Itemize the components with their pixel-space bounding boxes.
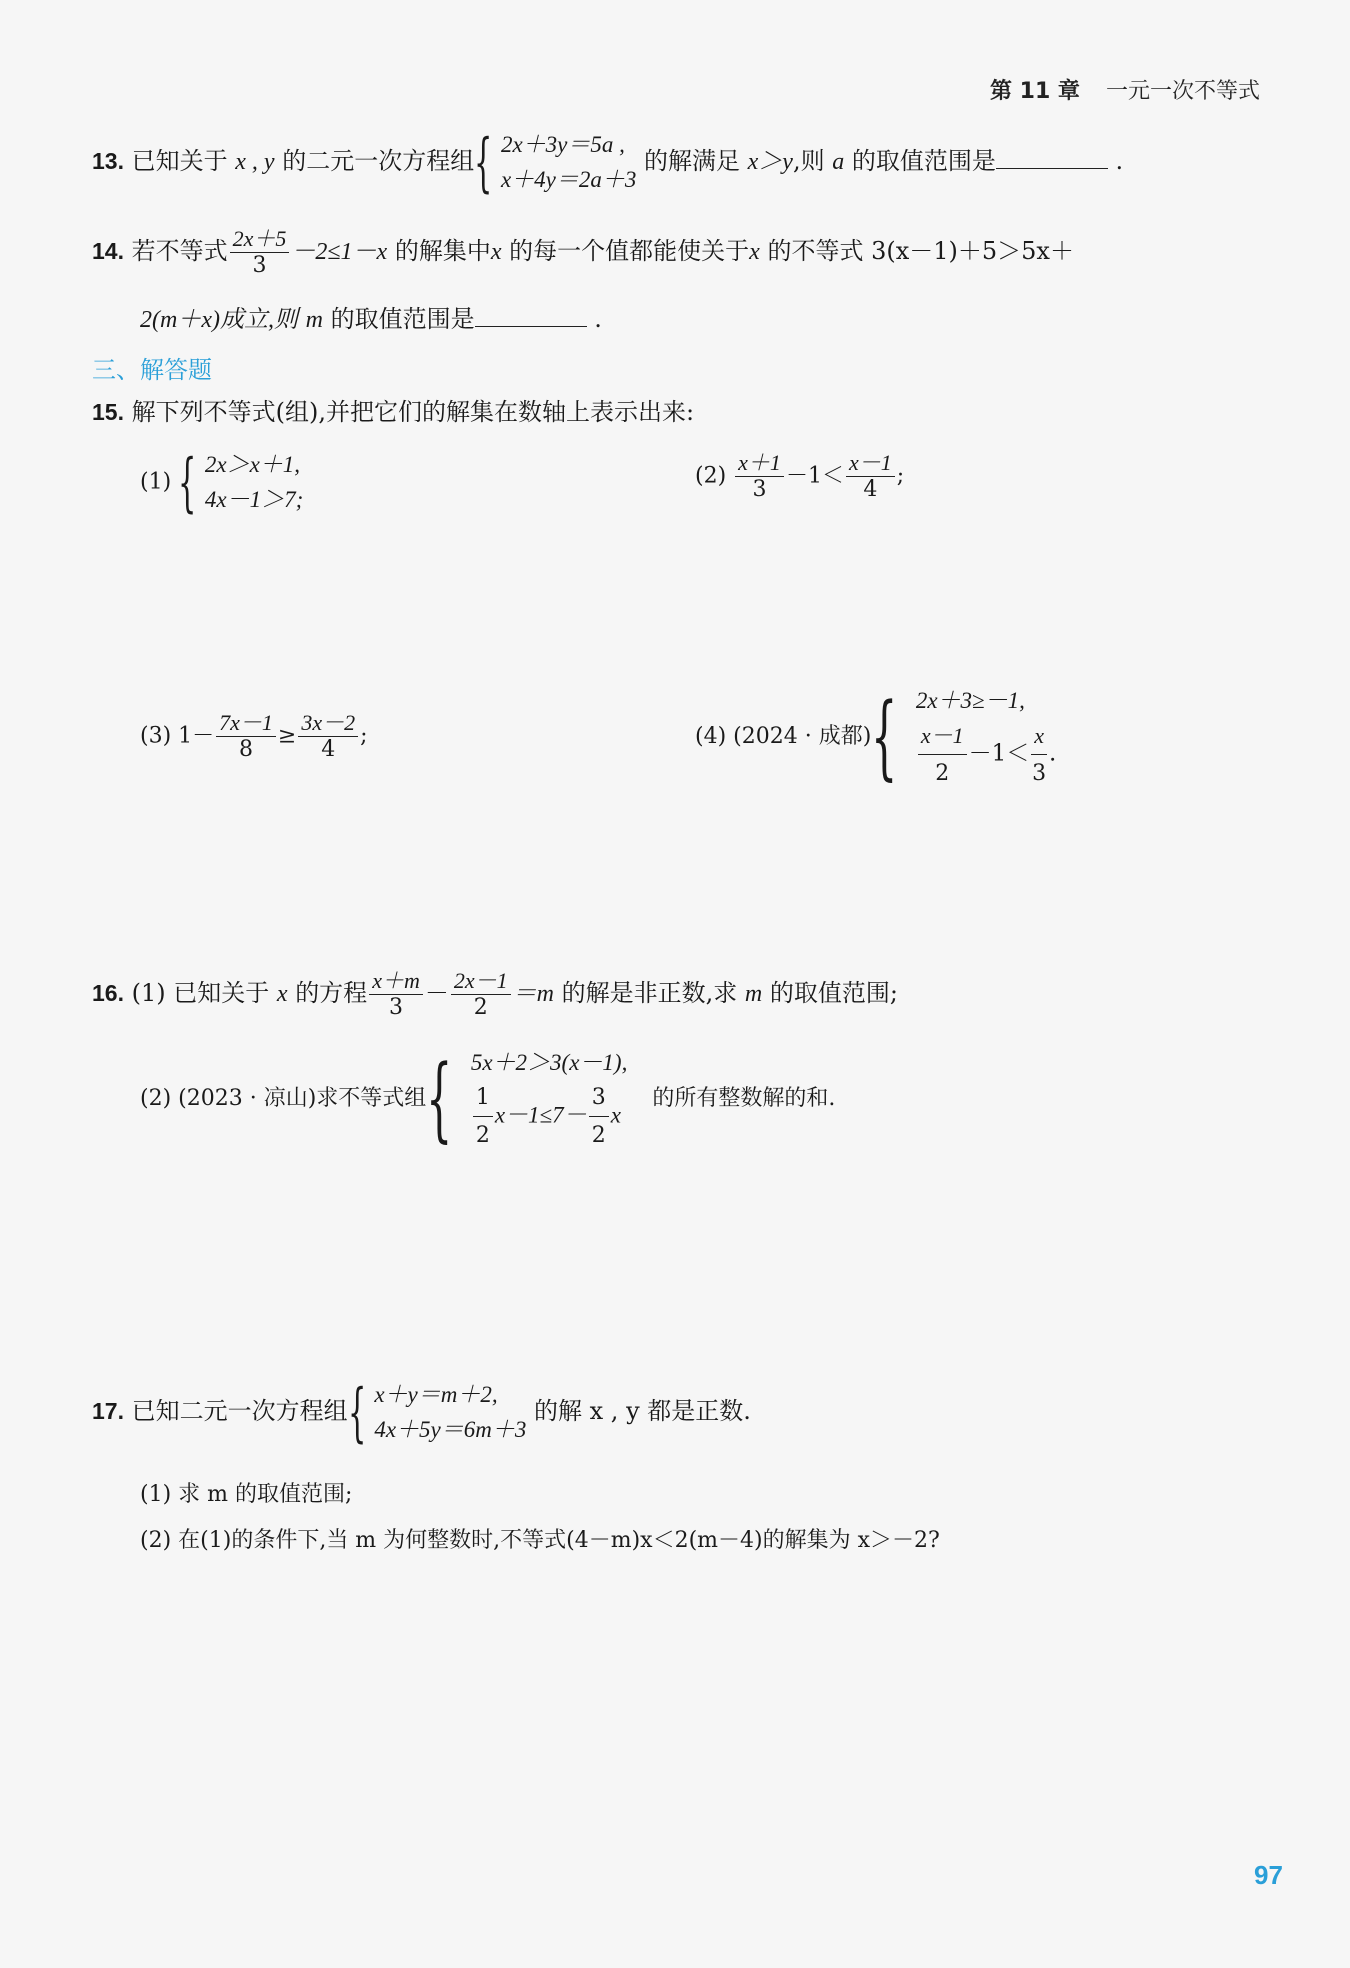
question-14 — [92, 228, 1074, 277]
text: (2) (2023 · 凉山)求不等式组 — [140, 1085, 427, 1111]
numerator: 7x－1 — [216, 712, 276, 737]
text: 解下列不等式(组),并把它们的解集在数轴上表示出来: — [131, 398, 695, 426]
equation-2 — [471, 1081, 628, 1152]
equation-1: 2x＞x＋1, — [204, 452, 301, 477]
equation-system — [205, 448, 303, 517]
denominator: 3 — [389, 995, 404, 1020]
fraction — [473, 1081, 493, 1152]
text: 的解 x , y 都是正数. — [534, 1397, 751, 1425]
math: x — [749, 239, 760, 265]
text: 的方程 — [295, 979, 368, 1007]
denominator: 2 — [473, 995, 488, 1020]
text: 的取值范围是 — [851, 147, 996, 175]
question-number: 16. — [92, 980, 124, 1006]
text: 的所有整数解的和. — [652, 1085, 836, 1111]
part-label: (1) — [140, 469, 172, 495]
fraction — [589, 1081, 609, 1152]
numerator: 2x＋5 — [230, 228, 290, 253]
question-14-line-2 — [140, 306, 602, 332]
chapter-title: 一元一次不等式 — [1105, 79, 1260, 104]
numerator: x－1 — [918, 719, 967, 755]
text: ; — [360, 723, 368, 749]
fraction — [735, 452, 784, 501]
text: ; — [896, 463, 905, 489]
fraction — [298, 712, 358, 761]
chapter-number: 第 11 章 — [990, 79, 1080, 104]
numerator: 3x－2 — [298, 712, 358, 737]
math: x — [610, 1102, 621, 1127]
text: 的每一个值都能使关于 — [509, 237, 750, 265]
question-number: 14. — [92, 238, 124, 264]
question-17-sub-2: (2) 在(1)的条件下,当 m 为何整数时,不等式(4－m)x＜2(m－4)的解集为 x＞－2? — [140, 1528, 940, 1553]
answer-blank[interactable] — [996, 148, 1108, 169]
denominator: 3 — [1032, 760, 1047, 786]
part-label: (3) 1－ — [140, 723, 215, 749]
math: －2≤1－x — [291, 239, 388, 265]
denominator: 2 — [591, 1122, 606, 1148]
math: － — [424, 979, 449, 1007]
numerator: 2x－1 — [451, 970, 511, 995]
question-17 — [92, 1375, 751, 1450]
math: －1＜ — [785, 463, 844, 489]
denominator: 3 — [252, 253, 267, 278]
question-15-part-4 — [695, 684, 1056, 790]
text: ,则 — [792, 147, 825, 175]
equation-system — [916, 684, 1056, 790]
text: 的解集中 — [394, 237, 491, 265]
equation-system — [501, 128, 636, 197]
math: －1＜ — [968, 740, 1030, 766]
text: 的取值范围; — [769, 979, 898, 1007]
question-15-part-2 — [695, 452, 904, 501]
part-label: (4) (2024 · 成都) — [695, 723, 872, 749]
page-number: 97 — [1254, 1860, 1283, 1890]
text: 的不等式 3(x－1)＋5＞5x＋ — [767, 237, 1074, 265]
question-15-part-1 — [140, 445, 304, 520]
brace: { — [426, 1044, 453, 1152]
numerator: x＋1 — [735, 452, 784, 477]
numerator: x — [1031, 719, 1047, 755]
text: 2(m＋x)成立,则 — [140, 307, 298, 333]
numerator: x＋m — [369, 970, 423, 995]
question-16-part-2 — [140, 1046, 835, 1152]
equation-2: x＋4y＝2a＋3 — [500, 166, 637, 192]
fraction — [846, 452, 895, 501]
equation-2: 4x－1＞7; — [204, 486, 304, 512]
text: . — [1115, 147, 1124, 175]
brace: { — [178, 445, 197, 520]
fraction — [369, 970, 423, 1019]
equation-2 — [916, 719, 1056, 790]
text: 的取值范围是 — [330, 305, 475, 333]
text: . — [1049, 740, 1057, 766]
text: 已知二元一次方程组 — [131, 1397, 348, 1425]
question-15-part-3 — [140, 712, 368, 761]
math: x , y — [235, 149, 275, 175]
math: x — [490, 239, 502, 265]
math: ＝m — [512, 981, 554, 1007]
equation-system — [471, 1046, 628, 1152]
denominator: 3 — [752, 477, 767, 502]
fraction — [230, 228, 290, 277]
text: 的解满足 — [644, 147, 740, 175]
chapter-header — [990, 74, 1260, 105]
equation-1: 5x＋2＞3(x－1), — [470, 1050, 628, 1075]
equation-system — [374, 1378, 526, 1447]
brace: { — [347, 1375, 366, 1450]
denominator: 4 — [863, 477, 878, 502]
denominator: 8 — [239, 737, 254, 762]
denominator: 4 — [321, 737, 336, 762]
text: 的二元一次方程组 — [282, 147, 475, 175]
text: 已知关于 — [131, 147, 228, 175]
question-number: 17. — [92, 1398, 124, 1424]
text: 的解是非正数,求 — [561, 979, 738, 1007]
math: a — [832, 149, 845, 175]
question-15 — [92, 400, 694, 424]
answer-blank[interactable] — [475, 306, 587, 327]
part-label: (2) — [695, 463, 727, 489]
fraction — [1031, 719, 1047, 790]
brace: { — [474, 125, 493, 200]
numerator: 3 — [589, 1081, 609, 1117]
question-number: 13. — [92, 148, 124, 174]
math: x — [276, 981, 288, 1007]
text: 若不等式 — [131, 237, 228, 265]
denominator: 2 — [935, 760, 950, 786]
question-17-sub-1: (1) 求 m 的取值范围; — [140, 1482, 353, 1507]
fraction — [216, 712, 276, 761]
math: x－1≤7－ — [494, 1102, 587, 1127]
question-16-part-1 — [92, 970, 898, 1019]
denominator: 2 — [475, 1122, 490, 1148]
equation-2: 4x＋5y＝6m＋3 — [374, 1416, 527, 1442]
fraction — [918, 719, 967, 790]
numerator: 1 — [473, 1081, 493, 1117]
fraction — [451, 970, 511, 1019]
equation-1: 2x＋3y＝5a , — [500, 132, 625, 157]
math: x＞y — [747, 149, 793, 175]
math: m — [744, 981, 763, 1007]
section-title: 三、解答题 — [92, 356, 212, 384]
text: (1) 已知关于 — [131, 979, 270, 1007]
brace: { — [871, 682, 898, 790]
numerator: x－1 — [846, 452, 895, 477]
math: m — [305, 307, 323, 333]
question-number: 15. — [92, 399, 124, 425]
math: ≥ — [277, 723, 297, 749]
equation-1: 2x＋3≥－1, — [915, 688, 1025, 713]
equation-1: x＋y＝m＋2, — [374, 1382, 498, 1407]
question-13 — [92, 125, 1124, 200]
text: . — [594, 305, 602, 333]
